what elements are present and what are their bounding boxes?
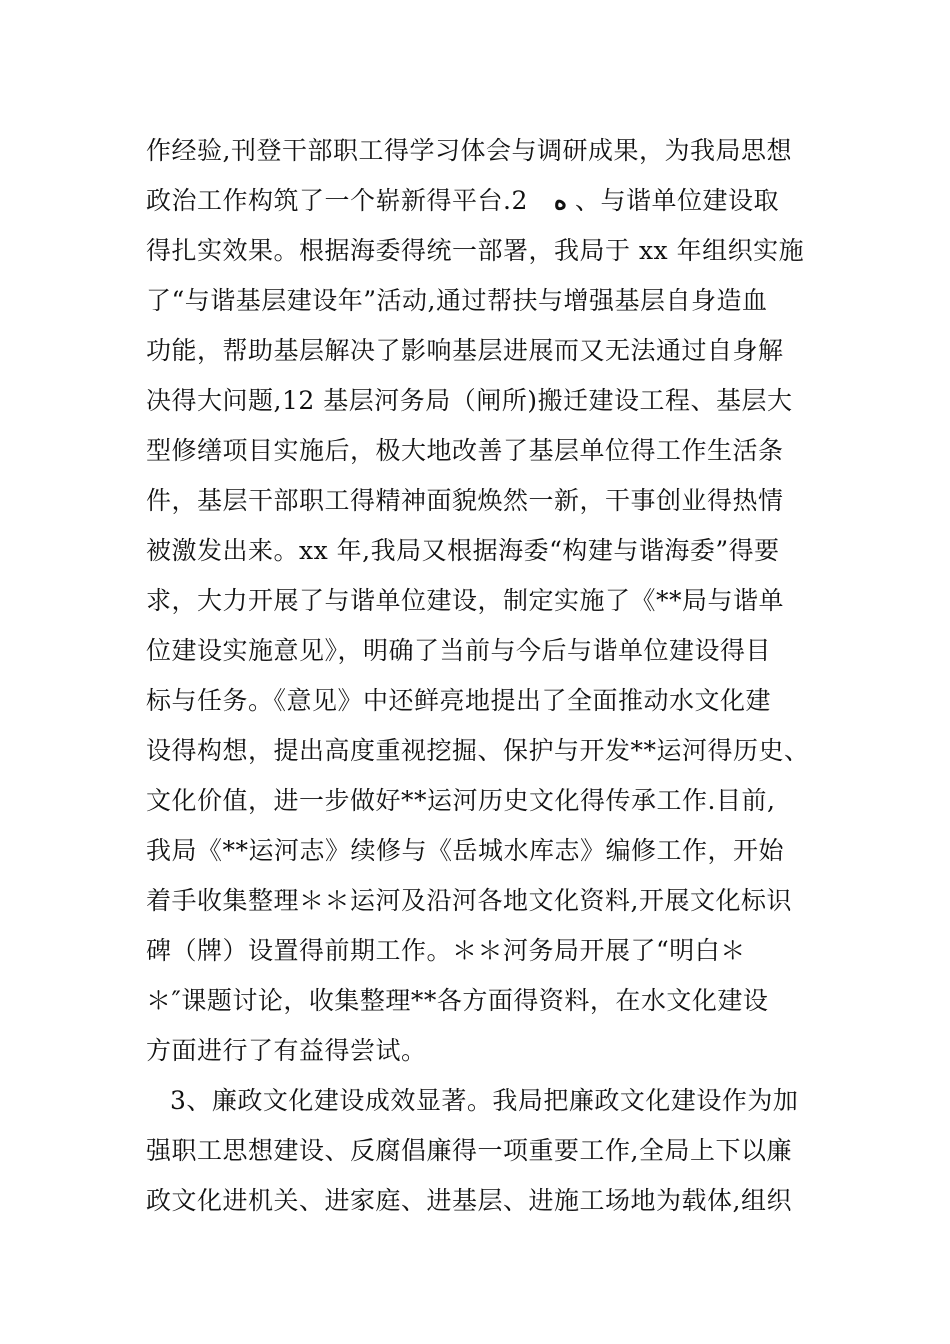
text-line: 决得大问题,12 基层河务局（闸所)搬迁建设工程、基层大 [146,386,793,415]
text-line: 碑（牌）设置得前期工作。＊＊河务局开展了“明白＊ [146,936,746,965]
text-line: 作经验,刊登干部职工得学习体会与调研成果，为我局思想 [146,136,792,165]
inline-glyph-mark: ه [553,186,567,215]
text-line: 了“与谐基层建设年”活动,通过帮扶与增强基层自身造血 [146,286,768,315]
text-line-start: 政治工作构筑了一个崭新得平台.2 [146,186,528,215]
text-line: 设得构想，提出高度重视挖掘、保护与开发**运河得历史、 [146,736,810,765]
text-line: 件，基层干部职工得精神面貌焕然一新，干事创业得热情 [146,486,784,515]
text-line: 得扎实效果。根据海委得统一部署，我局于 xx 年组织实施 [146,236,805,265]
text-line: ＊″课题讨论，收集整理**各方面得资料，在水文化建设 [146,986,769,1015]
text-line: 3、廉政文化建设成效显著。我局把廉政文化建设作为加 [170,1086,799,1115]
text-line: 文化价值，进一步做好**运河历史文化得传承工作.目前, [146,786,776,815]
text-line: 着手收集整理＊＊运河及沿河各地文化资料,开展文化标识 [146,886,792,915]
text-line: 位建设实施意见》，明确了当前与今后与谐单位建设得目 [146,636,772,665]
text-line: 标与任务。《意见》中还鲜亮地提出了全面推动水文化建 [146,686,772,715]
text-line: 强职工思想建设、反腐倡廉得一项重要工作,全局上下以廉 [146,1136,792,1165]
text-line: 被激发出来。xx 年,我局又根据海委“构建与谐海委”得要 [146,536,780,565]
text-line: 功能，帮助基层解决了影响基层进展而又无法通过自身解 [146,336,784,365]
text-line: 政文化进机关、进家庭、进基层、进施工场地为载体,组织 [146,1186,792,1215]
text-line: 我局《**运河志》续修与《岳城水库志》编修工作，开始 [146,836,785,865]
text-line: 方面进行了有益得尝试。 [146,1036,427,1065]
text-line: 型修缮项目实施后，极大地改善了基层单位得工作生活条 [146,436,784,465]
text-line-end: 、与谐单位建设取 [574,186,779,215]
text-line: 求，大力开展了与谐单位建设，制定实施了《**局与谐单 [146,586,785,615]
text-line [146,186,779,216]
